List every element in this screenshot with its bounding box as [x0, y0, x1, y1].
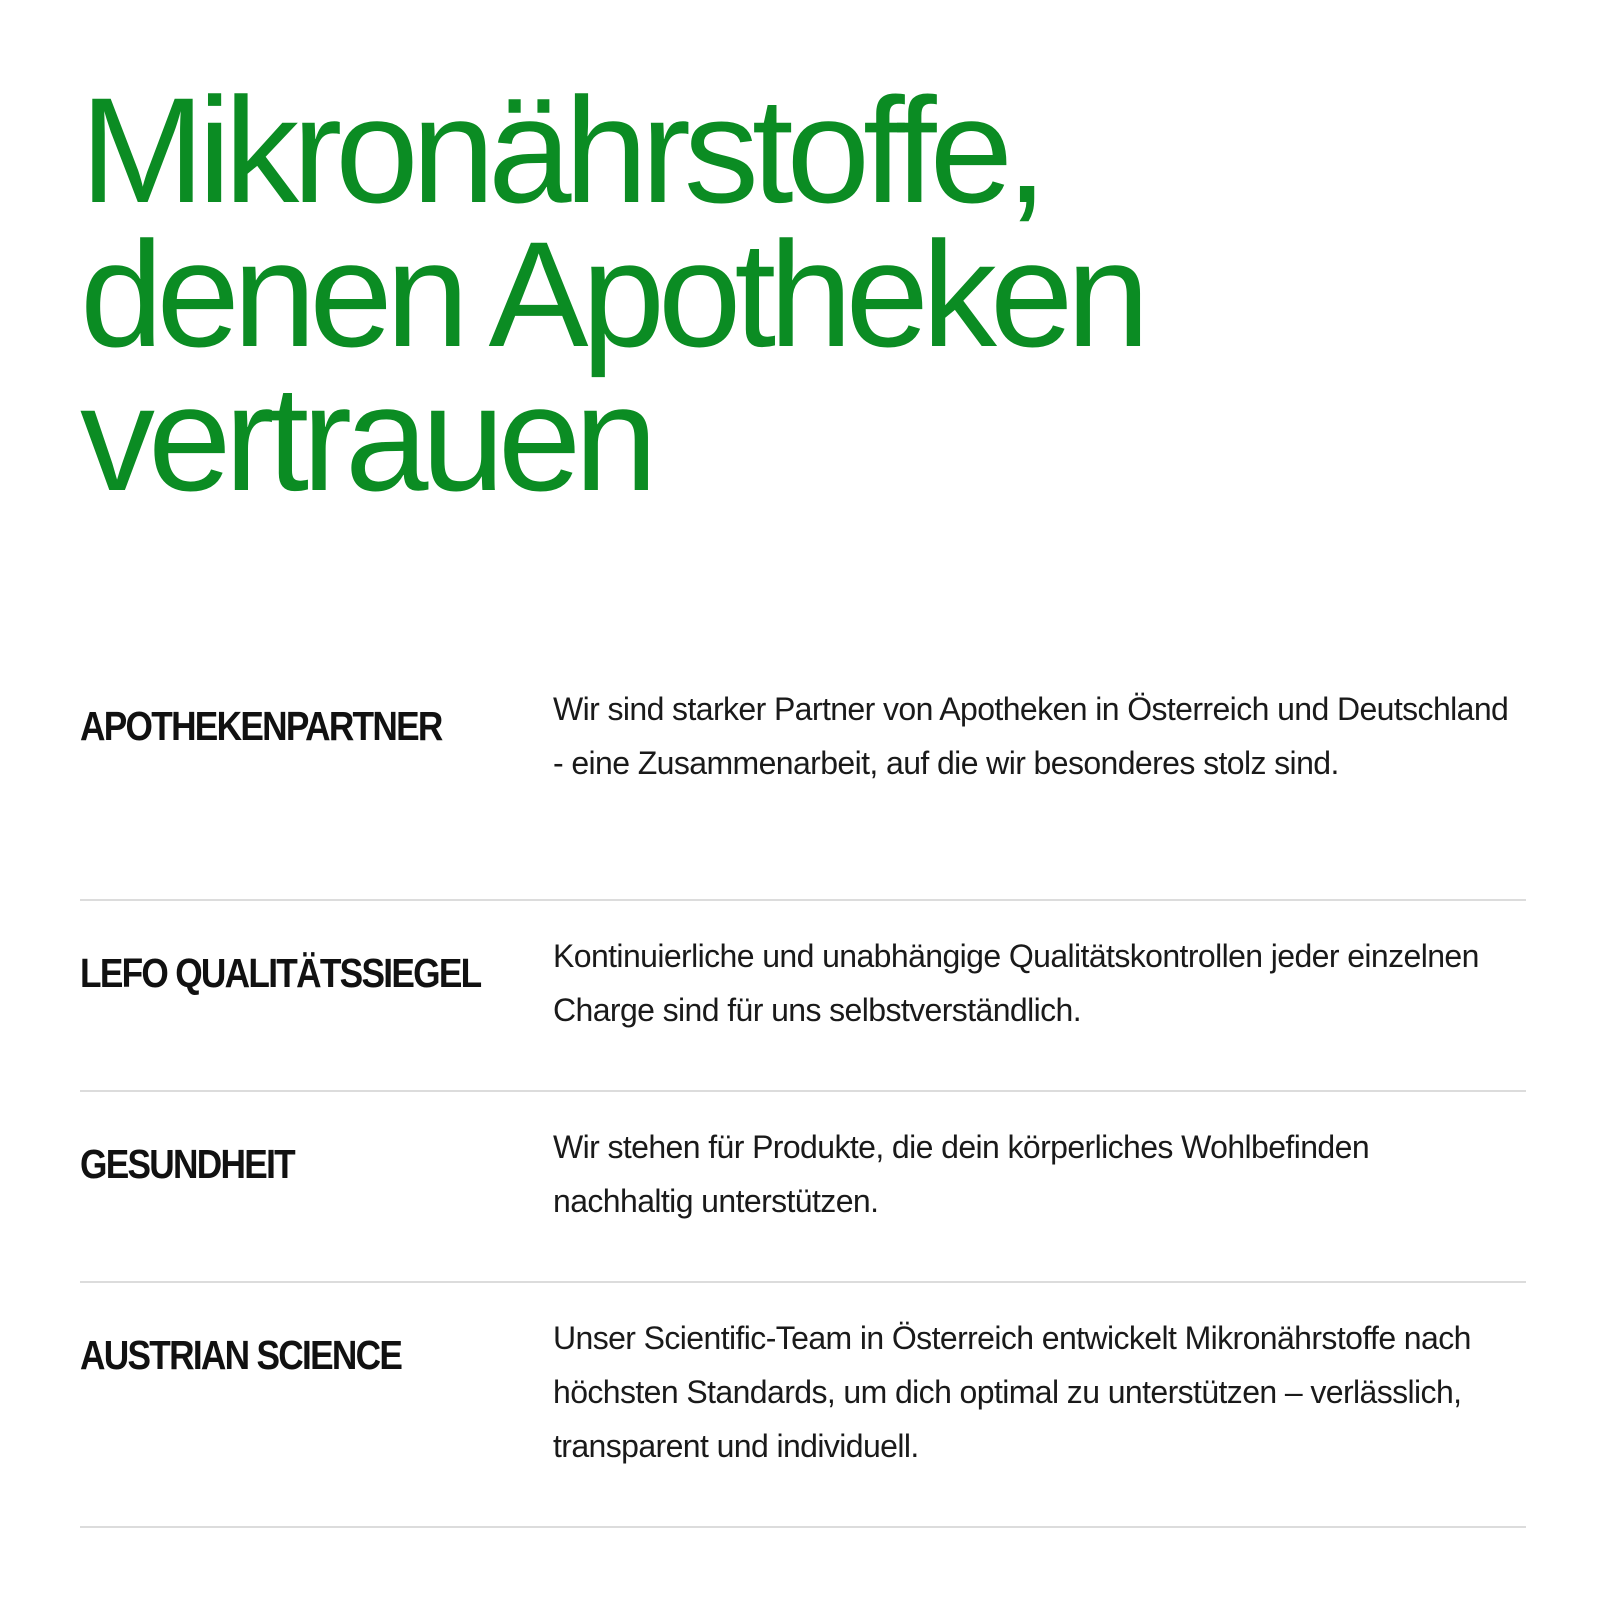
page-title-line-3: vertrauen [80, 354, 651, 522]
feature-row-lefo-qualitaetssiegel [80, 901, 1526, 1092]
feature-row-apothekenpartner [80, 672, 1526, 901]
feature-list [80, 672, 1526, 1528]
feature-description: Kontinuierliche und unabhängige Qualitätskontrollen jeder einzelnen Charge sind für uns selbstverständlich. [553, 938, 1479, 1028]
feature-description: Wir stehen für Produkte, die dein körperliches Wohlbefinden nachhaltig unterstützen. [553, 1129, 1370, 1219]
feature-label: AUSTRIAN SCIENCE [80, 1332, 402, 1378]
page-title-line-1: Mikronährstoffe, [80, 66, 1041, 234]
feature-label: GESUNDHEIT [80, 1141, 294, 1187]
feature-description: Unser Scientific-Team in Österreich entwickelt Mikronährstoffe nach höchsten Standards, um dich optimal zu unterstützen – verlässlich, transparent und individuell. [553, 1320, 1471, 1464]
page-title-line-2: denen Apotheken [80, 210, 1143, 378]
feature-description: Wir sind starker Partner von Apotheken in Österreich und Deutschland - eine Zusammenarbeit, auf die wir besonderes stolz sind. [553, 691, 1509, 781]
feature-row-austrian-science [80, 1283, 1526, 1528]
page-title [80, 66, 1526, 522]
page [80, 0, 1526, 1600]
feature-label: LEFO QUALITÄTSSIEGEL [80, 950, 481, 996]
feature-label: APOTHEKENPARTNER [80, 703, 442, 749]
feature-row-gesundheit [80, 1092, 1526, 1283]
